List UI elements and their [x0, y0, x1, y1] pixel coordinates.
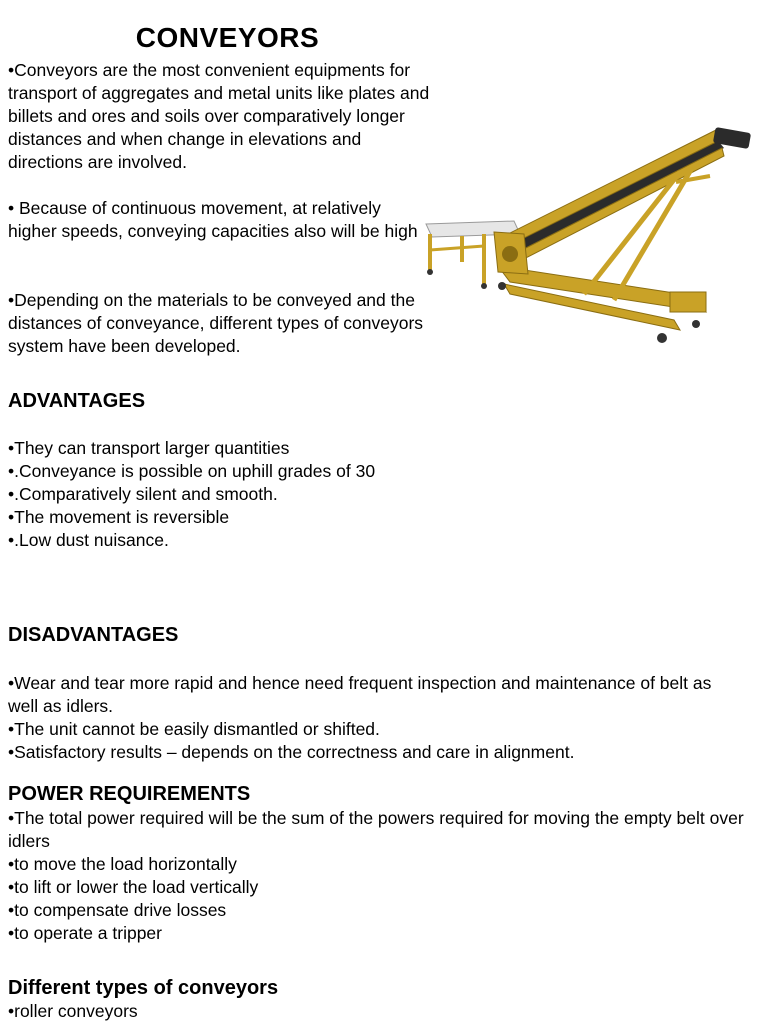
power-requirements-heading: POWER REQUIREMENTS — [8, 783, 251, 805]
list-item: •Satisfactory results – depends on the correctness and care in alignment. — [8, 742, 575, 762]
intro-paragraph-1: •Conveyors are the most convenient equipments for transport of aggregates and metal units like plates and billets and ores and soils over comparatively longer distances and when change in elevations and directions are involved. — [8, 60, 430, 172]
advantages-heading: ADVANTAGES — [8, 390, 146, 412]
list-item: •roller conveyors — [8, 1001, 138, 1021]
conveyor-types-heading: Different types of conveyors — [8, 977, 279, 999]
power-requirements-list — [8, 807, 753, 945]
list-item: •The unit cannot be easily dismantled or shifted. — [8, 719, 380, 739]
advantages-list — [8, 437, 375, 552]
intro-paragraph-3: •Depending on the materials to be conveyed and the distances of conveyance, different types of conveyors system have been developed. — [8, 290, 424, 356]
disadvantages-list — [8, 672, 738, 764]
disadvantages-heading: DISADVANTAGES — [8, 624, 179, 646]
list-item: •.Comparatively silent and smooth. — [8, 484, 278, 504]
list-item: •to lift or lower the load vertically — [8, 877, 259, 897]
list-item: •to move the load horizontally — [8, 854, 237, 874]
list-item: •Wear and tear more rapid and hence need frequent inspection and maintenance of belt as well as idlers. — [8, 673, 712, 716]
belt-assembly — [494, 127, 751, 274]
list-item: •The total power required will be the sum of the powers required for moving the empty belt over idlers — [8, 808, 744, 851]
list-item: •.Low dust nuisance. — [8, 530, 169, 550]
conveyor-types-list — [8, 1000, 138, 1023]
list-item: •to operate a tripper — [8, 923, 162, 943]
intro-paragraph-2: • Because of continuous movement, at relatively higher speeds, conveying capacities also will be high — [8, 198, 418, 241]
list-item: •The movement is reversible — [8, 507, 230, 527]
base-frame — [498, 266, 706, 343]
list-item: •They can transport larger quantities — [8, 438, 290, 458]
list-item: •.Conveyance is possible on uphill grades of 30 — [8, 461, 376, 481]
page-title: CONVEYORS — [135, 22, 320, 53]
list-item: •to compensate drive losses — [8, 900, 227, 920]
conveyor-image — [424, 124, 764, 350]
